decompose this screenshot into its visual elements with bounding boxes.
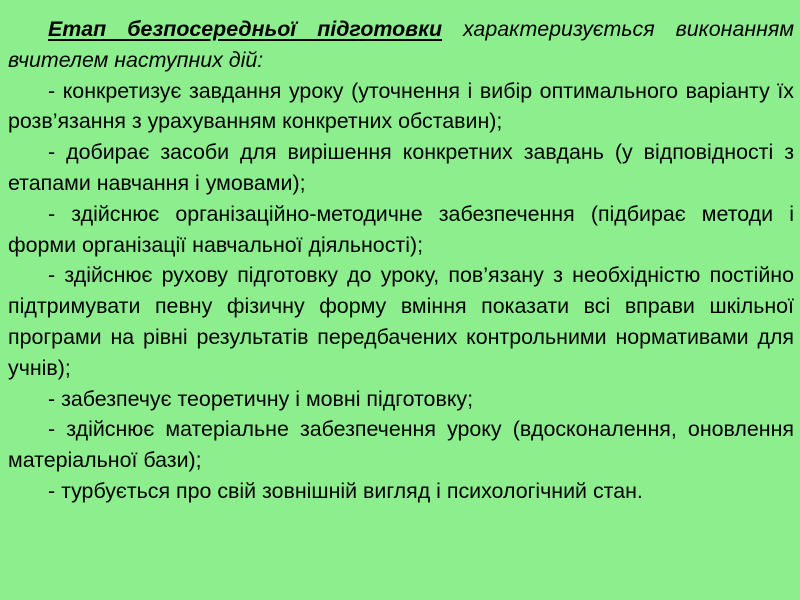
- list-item-text: - здійснює матеріальне забезпечення уроку (вдосконалення, оновлення матеріальної бази);: [8, 417, 794, 473]
- list-item: [8, 199, 794, 261]
- intro-paragraph: [8, 14, 794, 76]
- list-item: [8, 260, 794, 383]
- list-item: [8, 137, 794, 199]
- list-item-text: - здійснює рухову підготовку до уроку, пов’язану з необхідністю постійно підтримувати певну фізичну форму вміння показати всі вправи шкільної програми на рівні результатів передбачених контрольними нормативами для учнів);: [8, 263, 794, 380]
- list-item-text: - здійснює організаційно-методичне забезпечення (підбирає методи і форми організації навчальної діяльності);: [8, 201, 794, 257]
- list-item-text: - забезпечує теоретичну і мовні підготовку;: [48, 386, 474, 411]
- stage-term: Етап безпосередньої підготовки: [48, 17, 443, 41]
- list-item: [8, 414, 794, 476]
- intro-text: характеризується виконанням вчителем наступних дій:: [8, 17, 794, 72]
- list-item-text: - конкретизує завдання уроку (уточнення і вибір оптимального варіанту їх розв’язання з урахуванням конкретних обставин);: [8, 78, 794, 134]
- list-item: [8, 476, 794, 507]
- list-item-text: - турбується про свій зовнішній вигляд і психологічний стан.: [48, 478, 643, 503]
- slide-text: [8, 14, 794, 507]
- list-item: [8, 76, 794, 138]
- list-item-text: - добирає засоби для вирішення конкретних завдань (у відповідності з етапами навчання і умовами);: [8, 140, 794, 195]
- list-item: [8, 384, 794, 415]
